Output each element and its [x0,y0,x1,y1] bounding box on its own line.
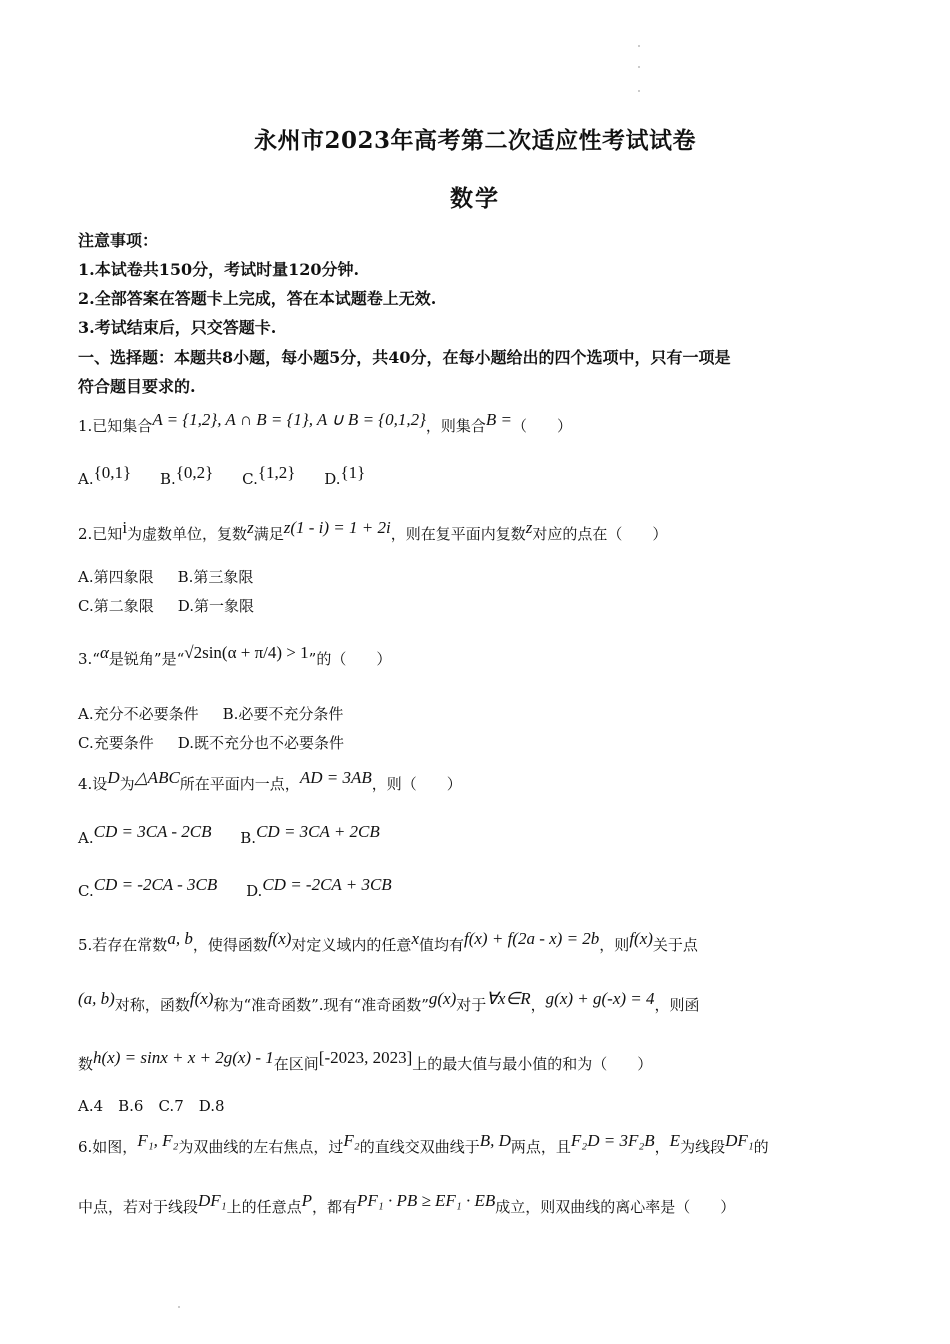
option-label: A. [78,829,94,847]
text: 3.“ [78,650,100,668]
question-5-stem-line3 [78,1048,874,1074]
option-a[interactable]: A.第四象限 [78,568,154,586]
math-expr: g(x) [428,989,457,1008]
scan-speck [638,66,640,68]
text: 6.如图， [78,1138,138,1156]
math-expr: , A ∪ B = {0,1,2} [308,410,426,429]
option-c[interactable]: C.充要条件 [78,734,154,752]
math-expr: f(x) [267,929,292,948]
text: 对定义域内的任意 [291,936,412,954]
text: 的 [753,1138,769,1156]
math-expr: CD = -2CA + 3CB [262,875,392,894]
section-heading-cont: 符合题目要求的. [78,377,196,396]
math-expr: i [122,518,128,537]
math-expr: α [99,643,109,662]
option-label: B. [240,829,257,847]
text: 成立，则双曲线的离心率是（ ） [495,1198,736,1216]
exam-title: 永州市2023年高考第二次适应性考试试卷 [253,127,696,154]
text: ，则（ ） [371,775,462,793]
option-a[interactable] [78,822,212,848]
math-expr: DF₁ [725,1131,754,1150]
math-expr: {0,2} [175,463,214,482]
text: 值均有 [418,936,464,954]
question-6-stem-line2 [78,1191,874,1217]
text: 2.已知 [78,525,123,543]
text: ，则在复平面内复数 [390,525,526,543]
option-label: C. [242,470,258,488]
question-4-options-row1 [78,822,874,848]
question-2-stem [78,518,874,544]
text: 上的任意点 [226,1198,302,1216]
math-expr: PF₁ · PB ≥ EF₁ · EB [357,1191,496,1210]
math-expr: h(x) = sinx + x + 2g(x) - 1 [93,1048,274,1067]
option-b[interactable] [240,822,380,848]
note-item: 1.本试卷共150分，考试时量120分钟. [78,260,360,279]
math-expr: z(1 - i) = 1 + 2i [283,518,391,537]
option-b[interactable]: B.第三象限 [177,568,254,586]
option-d[interactable] [324,463,366,489]
math-expr: a, b [167,929,193,948]
text: ，则函 [654,996,700,1014]
math-expr: CD = -2CA - 3CB [93,875,218,894]
question-1-stem [78,410,874,436]
text: 为线段 [680,1138,726,1156]
text: 5.若存在常数 [78,936,168,954]
math-expr: A = {1,2} [152,410,218,429]
text: 的直线交双曲线于 [359,1138,480,1156]
math-expr: △ABC [134,768,180,787]
section-heading: 一、选择题：本题共8小题，每小题5分，共40分，在每小题给出的四个选项中，只有一项是 [78,348,731,367]
math-expr: B = [485,410,513,429]
scan-speck [178,1306,180,1308]
math-expr: E [669,1131,681,1150]
math-expr: {1} [340,463,366,482]
math-expr: F₁, F₂ [137,1131,179,1150]
scan-speck [638,90,640,92]
math-expr: DF₁ [198,1191,227,1210]
text: ，则 [599,936,630,954]
math-expr: CD = 3CA - 2CB [93,822,212,841]
option-b[interactable]: B.必要不充分条件 [222,705,344,723]
text: ”的（ ） [308,650,392,668]
option-c[interactable]: C.第二象限 [78,597,154,615]
math-expr: F₂D = 3F₂B [570,1131,655,1150]
question-1-options [78,463,874,489]
option-label: D. [324,470,341,488]
option-b[interactable] [159,463,214,489]
option-label: A. [78,470,94,488]
question-5-options[interactable]: A.4 B.6 C.7 D.8 [78,1097,225,1115]
text: 为 [119,775,135,793]
math-expr: P [301,1191,312,1210]
text: 关于点 [652,936,698,954]
math-expr: , A ∩ B = {1} [217,410,309,429]
notes-heading: 注意事项： [78,231,159,250]
option-label: C. [78,882,94,900]
math-expr: z [525,518,533,537]
math-expr: {1,2} [257,463,296,482]
subject-title: 数学 [450,185,500,212]
math-expr: AD = 3AB [299,768,372,787]
option-c[interactable] [242,463,296,489]
text: ，使得函数 [192,936,268,954]
text: 所在平面内一点， [179,775,300,793]
text: 上的最大值与最小值的和为（ ） [412,1055,653,1073]
math-expr: g(x) + g(-x) = 4 [545,989,655,1008]
option-label: B. [159,470,176,488]
text: 为双曲线的左右焦点，过 [178,1138,344,1156]
text: ， [530,996,546,1014]
math-expr: f(x) [189,989,214,1008]
question-2-options-row1 [78,566,874,587]
math-expr: z [247,518,254,537]
text: 数 [78,1055,94,1073]
option-d[interactable]: D.既不充分也不必要条件 [177,734,344,752]
text: 称为“准奇函数”.现有“准奇函数” [213,996,429,1014]
question-4-stem [78,768,874,794]
question-3-options-row2 [78,732,874,753]
note-item: 3.考试结束后，只交答题卡. [78,318,277,337]
math-expr: f(x) [629,929,653,948]
math-expr: F₂ [343,1131,360,1150]
question-3-options-row1 [78,703,874,724]
math-expr: B, D [479,1131,511,1150]
text: 是锐角”是“ [108,650,185,668]
text: 4.设 [78,775,108,793]
math-expr: f(x) + f(2a - x) = 2b [464,929,600,948]
text: 对应的点在（ ） [532,525,668,543]
text: ，都有 [312,1198,358,1216]
option-c[interactable] [78,875,218,901]
text: 对于 [456,996,487,1014]
question-6-stem-line1 [78,1131,874,1157]
option-a[interactable]: A.充分不必要条件 [78,705,199,723]
math-expr: x [411,929,419,948]
math-expr: {0,1} [93,463,132,482]
option-d[interactable] [246,875,392,901]
math-expr: √2sin(α + π/4) > 1 [184,643,309,662]
text: 在区间 [273,1055,319,1073]
text: （ ） [512,417,573,435]
text: ， [654,1138,670,1156]
text: 为虚数单位，复数 [127,525,248,543]
text: 1.已知集合 [78,417,153,435]
text: 对称，函数 [114,996,190,1014]
text: 满足 [253,525,284,543]
text: 中点，若对于线段 [78,1198,199,1216]
question-2-options-row2 [78,595,874,616]
math-expr: ∀x∈R [486,989,531,1008]
option-a[interactable] [78,463,132,489]
math-expr: [-2023, 2023] [318,1048,413,1067]
option-d[interactable]: D.第一象限 [177,597,254,615]
question-5-stem-line2 [78,989,874,1015]
text: 两点，且 [510,1138,571,1156]
note-item: 2.全部答案在答题卡上完成，答在本试题卷上无效. [78,289,437,308]
question-3-stem [78,643,874,669]
scan-speck [638,45,640,47]
math-expr: D [107,768,120,787]
question-5-stem-line1 [78,929,874,955]
question-4-options-row2 [78,875,874,901]
text: ，则集合 [425,417,486,435]
math-expr: (a, b) [78,989,115,1008]
option-label: D. [246,882,263,900]
math-expr: CD = 3CA + 2CB [256,822,380,841]
